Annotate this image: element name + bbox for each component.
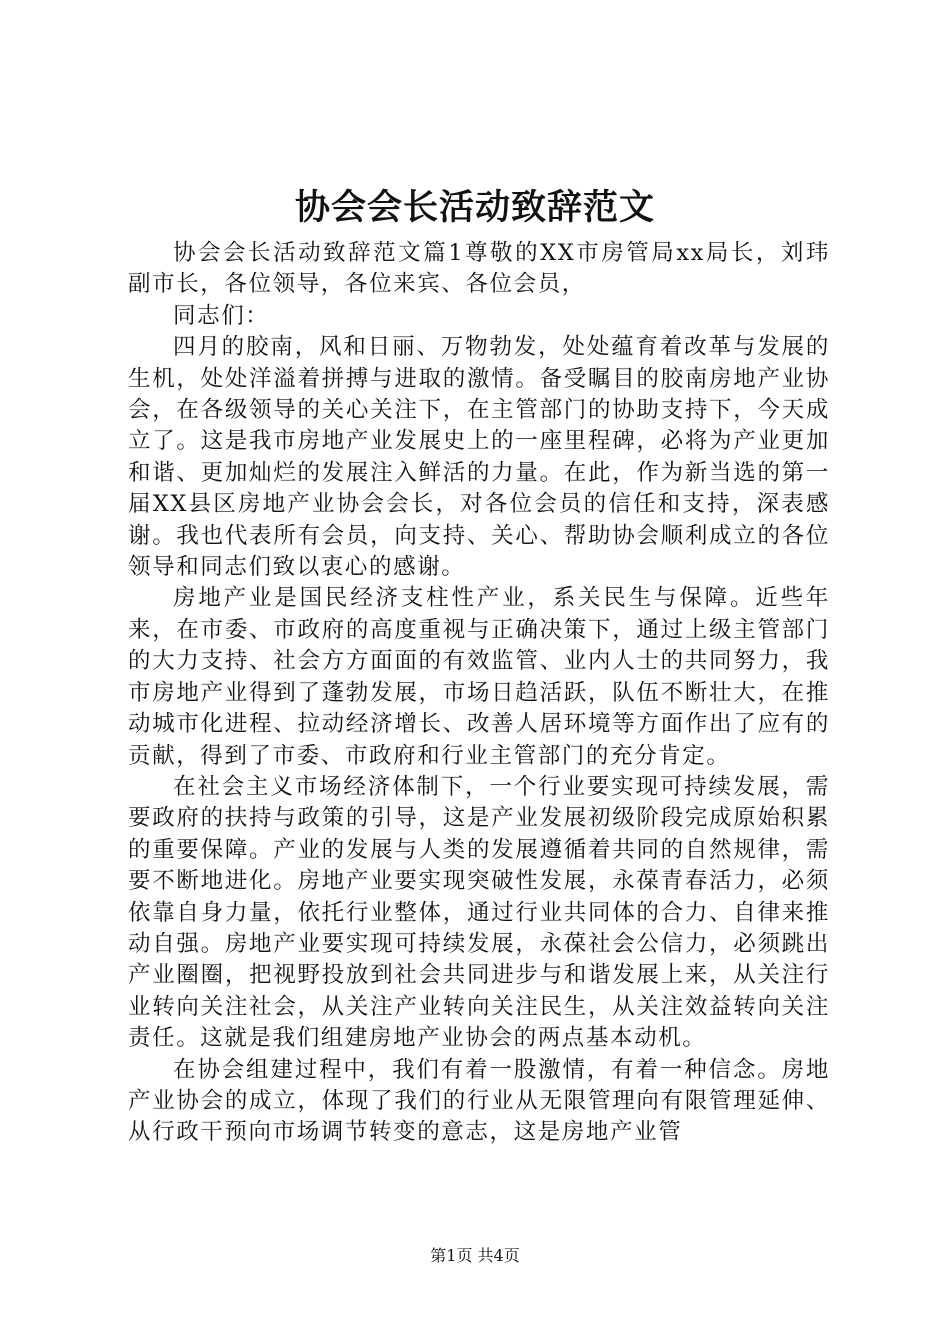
paragraph-industry: 房地产业是国民经济支柱性产业，系关民生与保障。近些年来，在市委、市政府的高度重视与正确决策下，通过上级主管部门的大力支持、社会方方面面的有效监管、业内人士的共同努力，我市房地产业得到了蓬勃发展，市场日趋活跃，队伍不断壮大，在推动城市化进程、拉动经济增长、改善人居环境等方面作出了应有的贡献，得到了市委、市政府和行业主管部门的充分肯定。 bbox=[128, 585, 830, 769]
paragraph-market-economy: 在社会主义市场经济体制下，一个行业要实现可持续发展，需要政府的扶持与政策的引导，这是产业发展初级阶段完成原始积累的重要保障。产业的发展与人类的发展遵循着共同的自然规律，需要不断地进化。房地产业要实现突破性发展，永葆青春活力，必须依靠自身力量，依托行业整体，通过行业共同体的合力、自律来推动自强。房地产业要实现可持续发展，永葆社会公信力，必须跳出产业圈圈，把视野投放到社会共同进步与和谐发展上来，从关注行业转向关注社会，从关注产业转向关注民生，从关注效益转向关注责任。这就是我们组建房地产业协会的两点基本动机。 bbox=[128, 773, 830, 1052]
paragraph-greeting: 同志们： bbox=[173, 302, 270, 329]
page-number-footer: 第1页 共4页 bbox=[430, 1246, 520, 1265]
paragraph-salutation: 协会会长活动致辞范文篇1尊敬的XX市房管局xx局长，刘玮副市长，各位领导，各位来宾、各位会员， bbox=[128, 240, 830, 298]
document-title: 协会会长活动致辞范文 bbox=[294, 187, 655, 228]
document-body bbox=[128, 238, 830, 1149]
paragraph-association: 在协会组建过程中，我们有着一股激情，有着一种信念。房地产业协会的成立，体现了我们的行业从无限管理向有限管理延伸、从行政干预向市场调节转变的意志，这是房地产业管 bbox=[128, 1056, 830, 1146]
paragraph-opening: 四月的胶南，风和日丽、万物勃发，处处蕴育着改革与发展的生机，处处洋溢着拼搏与进取的激情。备受瞩目的胶南房地产业协会，在各级领导的关心关注下，在主管部门的协助支持下，今天成立了。这是我市房地产业发展史上的一座里程碑，必将为产业更加和谐、更加灿烂的发展注入鲜活的力量。在此，作为新当选的第一届XX县区房地产业协会会长，对各位会员的信任和支持，深表感谢。我也代表所有会员，向支持、关心、帮助协会顺利成立的各位领导和同志们致以衷心的感谢。 bbox=[128, 334, 830, 581]
